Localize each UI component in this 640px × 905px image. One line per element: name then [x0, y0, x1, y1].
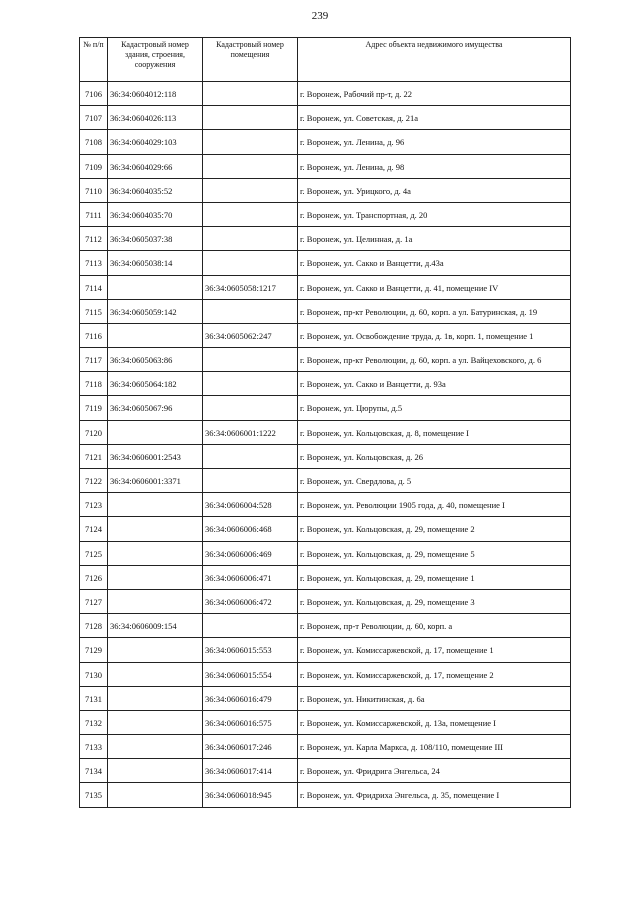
object-address: г. Воронеж, ул. Комиссаржевской, д. 17, помещение 2	[298, 662, 571, 686]
building-cadastral-number: 36:34:0606009:154	[108, 614, 203, 638]
table-row	[80, 154, 571, 178]
row-number: 7119	[80, 396, 108, 420]
table-row	[80, 662, 571, 686]
object-address: г. Воронеж, ул. Кольцовская, д. 8, помещение I	[298, 420, 571, 444]
room-cadastral-number	[203, 444, 298, 468]
row-number: 7124	[80, 517, 108, 541]
table-row	[80, 299, 571, 323]
object-address: г. Воронеж, ул. Свердлова, д. 5	[298, 469, 571, 493]
table-row	[80, 106, 571, 130]
object-address: г. Воронеж, ул. Кольцовская, д. 29, помещение 3	[298, 589, 571, 613]
table-header	[80, 38, 571, 82]
room-cadastral-number	[203, 202, 298, 226]
row-number: 7106	[80, 82, 108, 106]
building-cadastral-number	[108, 420, 203, 444]
building-cadastral-number: 36:34:0604012:118	[108, 82, 203, 106]
row-number: 7134	[80, 759, 108, 783]
object-address: г. Воронеж, ул. Фридрига Энгельса, 24	[298, 759, 571, 783]
room-cadastral-number	[203, 130, 298, 154]
building-cadastral-number	[108, 638, 203, 662]
building-cadastral-number: 36:34:0605063:86	[108, 348, 203, 372]
room-cadastral-number: 36:34:0605062:247	[203, 323, 298, 347]
room-cadastral-number	[203, 614, 298, 638]
building-cadastral-number	[108, 517, 203, 541]
row-number: 7111	[80, 202, 108, 226]
row-number: 7110	[80, 178, 108, 202]
table-row	[80, 178, 571, 202]
row-number: 7135	[80, 783, 108, 807]
table-row	[80, 589, 571, 613]
object-address: г. Воронеж, ул. Освобождение труда, д. 1в, корп. 1, помещение 1	[298, 323, 571, 347]
table-body	[80, 82, 571, 808]
building-cadastral-number: 36:34:0604029:66	[108, 154, 203, 178]
row-number: 7121	[80, 444, 108, 468]
row-number: 7123	[80, 493, 108, 517]
table-row	[80, 251, 571, 275]
room-cadastral-number	[203, 251, 298, 275]
object-address: г. Воронеж, ул. Кольцовская, д. 29, помещение 2	[298, 517, 571, 541]
room-cadastral-number: 36:34:0606015:554	[203, 662, 298, 686]
object-address: г. Воронеж, ул. Революции 1905 года, д. 40, помещение I	[298, 493, 571, 517]
room-cadastral-number: 36:34:0606004:528	[203, 493, 298, 517]
object-address: г. Воронеж, ул. Кольцовская, д. 29, помещение 1	[298, 565, 571, 589]
room-cadastral-number: 36:34:0606016:479	[203, 686, 298, 710]
row-number: 7130	[80, 662, 108, 686]
table-row	[80, 565, 571, 589]
row-number: 7116	[80, 323, 108, 347]
room-cadastral-number: 36:34:0606017:246	[203, 735, 298, 759]
building-cadastral-number	[108, 783, 203, 807]
building-cadastral-number: 36:34:0605067:96	[108, 396, 203, 420]
object-address: г. Воронеж, ул. Цюрупы, д.5	[298, 396, 571, 420]
table-row	[80, 469, 571, 493]
room-cadastral-number	[203, 227, 298, 251]
row-number: 7109	[80, 154, 108, 178]
property-registry-table	[79, 37, 571, 808]
room-cadastral-number	[203, 469, 298, 493]
row-number: 7133	[80, 735, 108, 759]
building-cadastral-number	[108, 686, 203, 710]
row-number: 7114	[80, 275, 108, 299]
room-cadastral-number: 36:34:0606006:468	[203, 517, 298, 541]
object-address: г. Воронеж, ул. Никитинская, д. 6а	[298, 686, 571, 710]
room-cadastral-number: 36:34:0605058:1217	[203, 275, 298, 299]
row-number: 7122	[80, 469, 108, 493]
room-cadastral-number	[203, 348, 298, 372]
room-cadastral-number: 36:34:0606018:945	[203, 783, 298, 807]
room-cadastral-number: 36:34:0606006:471	[203, 565, 298, 589]
object-address: г. Воронеж, ул. Ленина, д. 96	[298, 130, 571, 154]
building-cadastral-number: 36:34:0605064:182	[108, 372, 203, 396]
row-number: 7131	[80, 686, 108, 710]
row-number: 7117	[80, 348, 108, 372]
object-address: г. Воронеж, ул. Фридриха Энгельса, д. 35, помещение I	[298, 783, 571, 807]
table-row	[80, 735, 571, 759]
table-row	[80, 130, 571, 154]
room-cadastral-number: 36:34:0606015:553	[203, 638, 298, 662]
room-cadastral-number: 36:34:0606006:469	[203, 541, 298, 565]
building-cadastral-number	[108, 275, 203, 299]
object-address: г. Воронеж, ул. Сакко и Ванцетти, д. 41, помещение IV	[298, 275, 571, 299]
building-cadastral-number: 36:34:0606001:3371	[108, 469, 203, 493]
table-row	[80, 541, 571, 565]
room-cadastral-number	[203, 396, 298, 420]
table-row	[80, 202, 571, 226]
object-address: г. Воронеж, пр-кт Революции, д. 60, корп. а ул. Вайцеховского, д. 6	[298, 348, 571, 372]
table-row	[80, 517, 571, 541]
table-row	[80, 420, 571, 444]
table-row	[80, 493, 571, 517]
table-row	[80, 686, 571, 710]
table-row	[80, 348, 571, 372]
building-cadastral-number	[108, 589, 203, 613]
building-cadastral-number	[108, 735, 203, 759]
table-row	[80, 275, 571, 299]
table-row	[80, 396, 571, 420]
table-row	[80, 372, 571, 396]
header-room-cadastral: Кадастровый номер помещения	[203, 38, 298, 82]
table-row	[80, 227, 571, 251]
table-row	[80, 614, 571, 638]
building-cadastral-number	[108, 541, 203, 565]
room-cadastral-number	[203, 299, 298, 323]
building-cadastral-number: 36:34:0606001:2543	[108, 444, 203, 468]
room-cadastral-number	[203, 372, 298, 396]
room-cadastral-number	[203, 82, 298, 106]
object-address: г. Воронеж, ул. Сакко и Ванцетти, д.43а	[298, 251, 571, 275]
building-cadastral-number	[108, 759, 203, 783]
object-address: г. Воронеж, ул. Советская, д. 21а	[298, 106, 571, 130]
building-cadastral-number: 36:34:0605038:14	[108, 251, 203, 275]
row-number: 7126	[80, 565, 108, 589]
table-row	[80, 783, 571, 807]
header-address: Адрес объекта недвижимого имущества	[298, 38, 571, 82]
row-number: 7115	[80, 299, 108, 323]
room-cadastral-number	[203, 178, 298, 202]
building-cadastral-number	[108, 662, 203, 686]
table-row	[80, 444, 571, 468]
row-number: 7112	[80, 227, 108, 251]
row-number: 7108	[80, 130, 108, 154]
room-cadastral-number: 36:34:0606006:472	[203, 589, 298, 613]
building-cadastral-number	[108, 323, 203, 347]
row-number: 7125	[80, 541, 108, 565]
object-address: г. Воронеж, ул. Целинная, д. 1а	[298, 227, 571, 251]
object-address: г. Воронеж, ул. Ленина, д. 98	[298, 154, 571, 178]
object-address: г. Воронеж, Рабочий пр-т, д. 22	[298, 82, 571, 106]
object-address: г. Воронеж, ул. Урицкого, д. 4а	[298, 178, 571, 202]
building-cadastral-number: 36:34:0604029:103	[108, 130, 203, 154]
room-cadastral-number	[203, 154, 298, 178]
building-cadastral-number	[108, 493, 203, 517]
row-number: 7107	[80, 106, 108, 130]
object-address: г. Воронеж, ул. Карла Маркса, д. 108/110, помещение III	[298, 735, 571, 759]
object-address: г. Воронеж, пр-кт Революции, д. 60, корп. а ул. Батуринская, д. 19	[298, 299, 571, 323]
header-building-cadastral: Кадастровый номер здания, строения, сооружения	[108, 38, 203, 82]
building-cadastral-number: 36:34:0604035:52	[108, 178, 203, 202]
building-cadastral-number: 36:34:0604026:113	[108, 106, 203, 130]
object-address: г. Воронеж, ул. Кольцовская, д. 29, помещение 5	[298, 541, 571, 565]
object-address: г. Воронеж, ул. Сакко и Ванцетти, д. 93а	[298, 372, 571, 396]
building-cadastral-number	[108, 710, 203, 734]
row-number: 7129	[80, 638, 108, 662]
row-number: 7128	[80, 614, 108, 638]
building-cadastral-number: 36:34:0604035:70	[108, 202, 203, 226]
row-number: 7113	[80, 251, 108, 275]
table-row	[80, 710, 571, 734]
table-row	[80, 323, 571, 347]
row-number: 7120	[80, 420, 108, 444]
row-number: 7132	[80, 710, 108, 734]
room-cadastral-number: 36:34:0606001:1222	[203, 420, 298, 444]
object-address: г. Воронеж, пр-т Революции, д. 60, корп. а	[298, 614, 571, 638]
building-cadastral-number: 36:34:0605037:38	[108, 227, 203, 251]
header-number: № п/п	[80, 38, 108, 82]
row-number: 7127	[80, 589, 108, 613]
table-row	[80, 82, 571, 106]
object-address: г. Воронеж, ул. Транспортная, д. 20	[298, 202, 571, 226]
table-row	[80, 638, 571, 662]
building-cadastral-number	[108, 565, 203, 589]
building-cadastral-number: 36:34:0605059:142	[108, 299, 203, 323]
page-number: 239	[311, 10, 329, 22]
room-cadastral-number: 36:34:0606016:575	[203, 710, 298, 734]
object-address: г. Воронеж, ул. Комиссаржевской, д. 17, помещение 1	[298, 638, 571, 662]
table-row	[80, 759, 571, 783]
room-cadastral-number: 36:34:0606017:414	[203, 759, 298, 783]
room-cadastral-number	[203, 106, 298, 130]
object-address: г. Воронеж, ул. Комиссаржевской, д. 13а, помещение I	[298, 710, 571, 734]
object-address: г. Воронеж, ул. Кольцовская, д. 26	[298, 444, 571, 468]
row-number: 7118	[80, 372, 108, 396]
header-row	[80, 38, 571, 82]
